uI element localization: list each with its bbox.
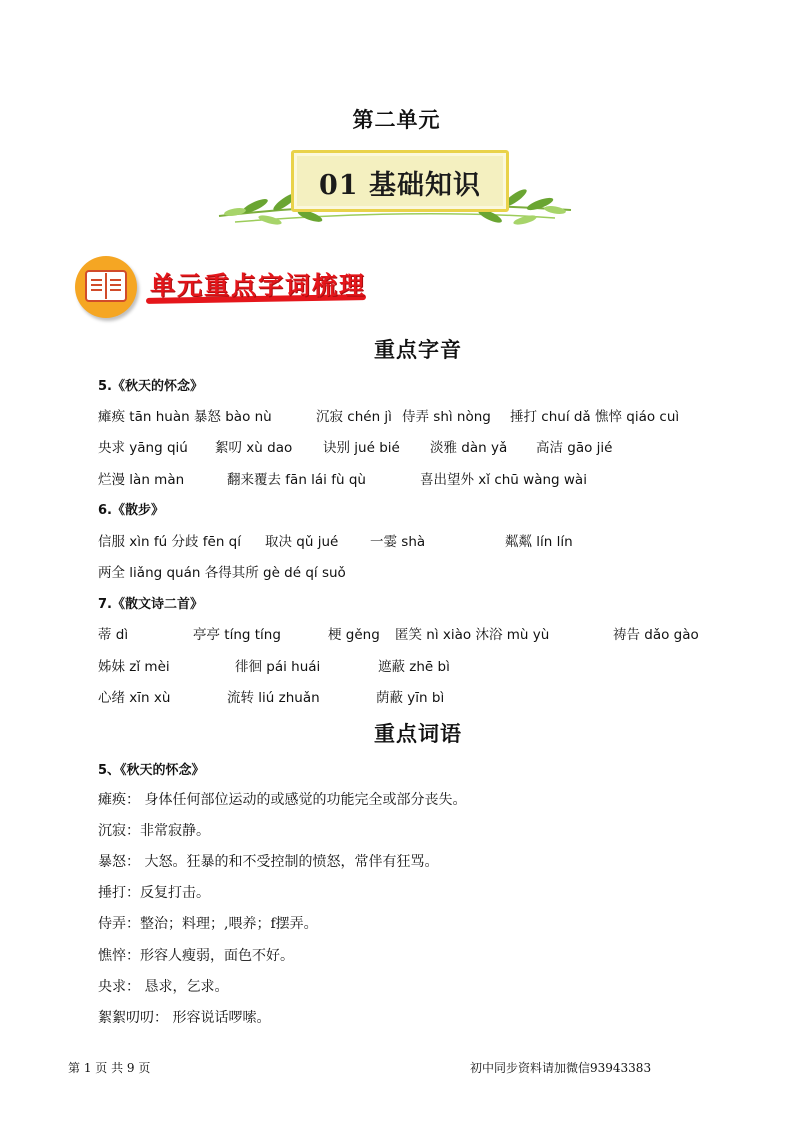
footer-note: 初中同步资料请加微信93943383 [470,1061,652,1075]
vocabulary-item: 侍弄：整治；料理；,喂养；f摆弄。 [98,916,318,932]
open-book-icon [75,256,137,318]
pronunciation-item: 祷告 dǎo gào [613,627,699,643]
pronunciation-item: 荫蔽 yīn bì [376,690,445,706]
pronunciation-item: 沉寂 chén jì [316,409,392,425]
pronunciation-item: 一霎 shà [370,534,426,550]
pronunciation-item: 捶打 chuí dǎ 憔悴 qiáo cuì [510,409,680,425]
pronunciation-item: 心绪 xīn xù [98,690,171,706]
group-title: 6.《散步》 [98,503,164,518]
pronunciation-item: 喜出望外 xǐ chū wàng wài [420,472,587,488]
pronunciation-item: 絮叨 xù dao [215,440,293,456]
pronunciation-item: 粼粼 lín lín [505,534,573,550]
vocabulary-item: 沉寂：非常寂静。 [98,823,210,839]
group-title: 5、《秋天的怀念》 [98,763,205,778]
pronunciation-item: 央求 yāng qiú [98,440,188,456]
pronunciation-item: 淡雅 dàn yǎ [430,440,508,456]
pronunciation-item: 翻来覆去 fān lái fù qù [227,472,366,488]
pronunciation-item: 梗 gěng [328,627,380,643]
vocabulary-item: 捶打：反复打击。 [98,885,210,901]
pronunciation-item: 两全 liǎng quán 各得其所 gè dé qí suǒ [98,565,346,581]
pronunciation-item: 取决 qǔ jué [265,534,339,550]
banner-frame [291,150,509,212]
vocabulary-item: 暴怒： 大怒。狂暴的和不受控制的愤怒，常伴有狂骂。 [98,854,439,870]
pronunciation-item: 烂漫 làn màn [98,472,185,488]
banner-text: 01 基础知识 [319,170,481,201]
vocabulary-item: 瘫痪： 身体任何部位运动的或感觉的功能完全或部分丧失。 [98,792,467,808]
group-title: 5.《秋天的怀念》 [98,379,203,394]
pronunciation-item: 高洁 gāo jié [536,440,613,456]
vocabulary-item: 央求： 恳求，乞求。 [98,979,229,995]
pronunciation-heading: 重点字音 [374,337,462,362]
pronunciation-item: 流转 liú zhuǎn [227,690,320,706]
vocabulary-item: 絮絮叨叨： 形容说话啰嗦。 [98,1010,271,1026]
pronunciation-item: 匿笑 nì xiào 沐浴 mù yù [395,627,550,643]
pronunciation-item: 侍弄 shì nòng [402,409,491,425]
pronunciation-item: 瘫痪 tān huàn 暴怒 bào nù [98,409,272,425]
pronunciation-item: 遮蔽 zhē bì [378,659,450,675]
page-number: 第 1 页 共 9 页 [68,1061,151,1075]
pronunciation-item: 蒂 dì [98,627,129,643]
pronunciation-item: 信服 xìn fú 分歧 fēn qí [98,534,241,550]
unit-title: 第二单元 [352,107,441,132]
section-banner [215,150,575,230]
section-title: 单元重点字词梳理 [150,271,367,300]
vocabulary-item: 憔悴：形容人瘦弱，面色不好。 [98,948,294,964]
pronunciation-item: 亭亭 tíng tíng [193,627,281,643]
group-title: 7.《散文诗二首》 [98,597,203,612]
vocabulary-heading: 重点词语 [374,721,462,746]
pronunciation-item: 徘徊 pái huái [235,659,321,675]
pronunciation-item: 诀别 jué bié [323,440,400,456]
pronunciation-item: 姊妹 zǐ mèi [98,659,170,675]
